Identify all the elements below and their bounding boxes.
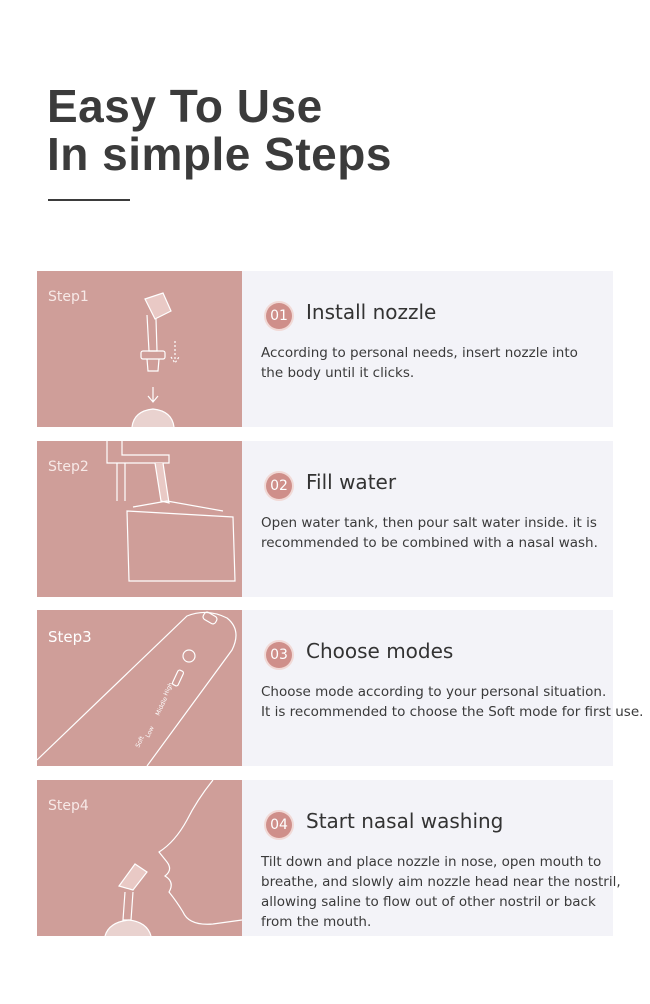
step-1-tag: Step1 — [48, 289, 89, 305]
step-1-title: Install nozzle — [306, 300, 437, 324]
step-1-description — [261, 343, 613, 383]
step-3-description — [261, 682, 644, 722]
step-4-tag: Step4 — [48, 798, 89, 814]
step-1-desc-line: According to personal needs, insert nozzle into — [261, 345, 578, 361]
step-4-description — [261, 852, 621, 932]
step-3-desc-line: Choose mode according to your personal situation. — [261, 684, 607, 700]
svg-text:Middle: Middle — [154, 695, 170, 717]
step-1-card — [37, 271, 613, 427]
step-4-desc-line: Tilt down and place nozzle in nose, open mouth to — [261, 854, 602, 870]
step-2-description — [261, 513, 613, 553]
step-3-text-panel — [242, 610, 644, 766]
step-1-desc-line: the body until it clicks. — [261, 365, 415, 381]
step-2-desc-line: Open water tank, then pour salt water inside. it is — [261, 515, 597, 531]
step-4-number-badge: 04 — [266, 812, 292, 838]
heading-underline — [48, 199, 130, 201]
step-3-tag: Step3 — [48, 628, 92, 646]
heading-line-1: Easy To Use — [47, 80, 323, 132]
step-4-card — [37, 780, 621, 936]
step-1-illustration — [37, 271, 242, 427]
step-2-text-panel — [242, 441, 613, 597]
step-2-card — [37, 441, 613, 597]
step-2-desc-line: recommended to be combined with a nasal wash. — [261, 535, 598, 551]
step-1-number-badge: 01 — [266, 303, 292, 329]
step-3-desc-line: It is recommended to choose the Soft mode for first use. — [261, 704, 644, 720]
svg-text:Low: Low — [144, 725, 156, 739]
step-3-title: Choose modes — [306, 639, 454, 663]
step-2-illustration — [37, 441, 242, 597]
step-4-illustration — [37, 780, 242, 936]
step-4-desc-line: from the mouth. — [261, 914, 372, 930]
heading-line-2: In simple Steps — [47, 128, 392, 180]
page-heading — [47, 82, 392, 178]
step-4-desc-line: breathe, and slowly aim nozzle head near the nostril, — [261, 874, 621, 890]
step-4-title: Start nasal washing — [306, 809, 504, 833]
step-3-illustration — [37, 610, 242, 766]
step-4-text-panel — [242, 780, 621, 936]
step-2-tag: Step2 — [48, 459, 89, 475]
step-3-number-badge: 03 — [266, 642, 292, 668]
step-3-card — [37, 610, 644, 766]
step-4-desc-line: allowing saline to flow out of other nostril or back — [261, 894, 596, 910]
svg-text:Soft: Soft — [134, 735, 146, 749]
step-2-number-badge: 02 — [266, 473, 292, 499]
svg-text:High: High — [162, 681, 175, 697]
step-1-text-panel — [242, 271, 613, 427]
step-2-title: Fill water — [306, 470, 397, 494]
